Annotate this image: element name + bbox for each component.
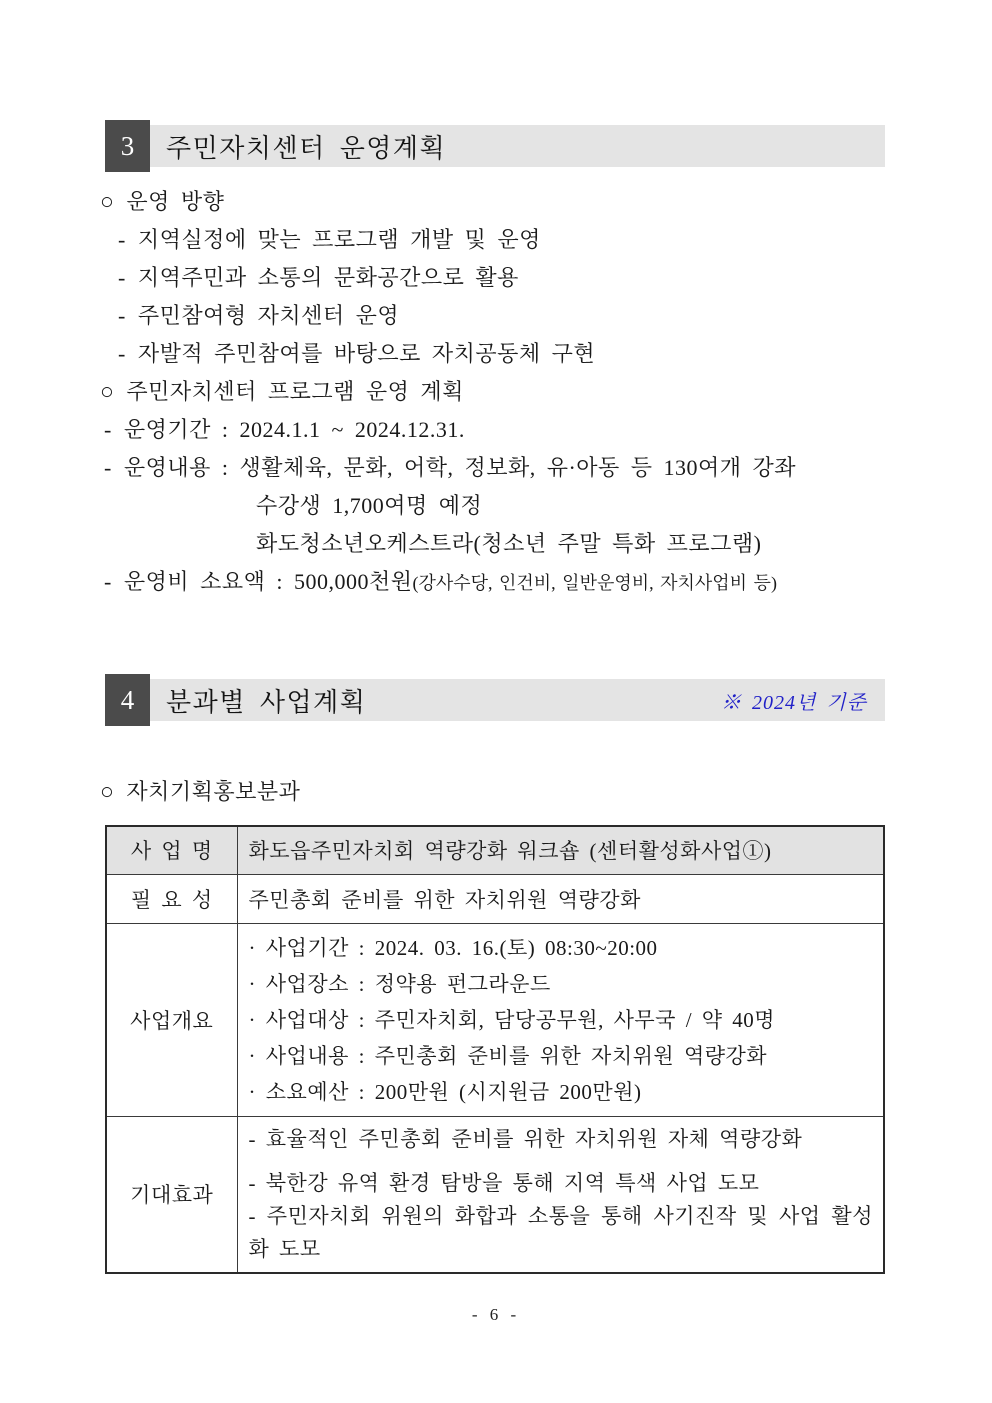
line-text: 자발적 주민참여를 바탕으로 자치공동체 구현 <box>137 341 596 366</box>
line-text: 운영 방향 <box>126 189 225 214</box>
text-line <box>100 335 890 373</box>
cell-list-item: · 사업내용 : 주민총회 준비를 위한 자치위원 역량강화 <box>248 1043 768 1068</box>
section-3-number: 3 <box>105 120 150 172</box>
page-number: - 6 - <box>471 1305 521 1324</box>
section-3-header <box>105 120 885 172</box>
dash-bullet: - <box>118 227 126 252</box>
cell-list-item: - 북한강 유역 환경 탐방을 통해 지역 특색 사업 도모 <box>248 1170 760 1195</box>
table-row <box>106 826 884 874</box>
text-line <box>100 525 890 563</box>
text-line <box>100 373 890 411</box>
text-line <box>100 487 890 525</box>
line-text: 지역주민과 소통의 문화공간으로 활용 <box>137 265 519 290</box>
line-text: 운영기간 : 2024.1.1 ~ 2024.12.31. <box>123 417 465 442</box>
circle-bullet: ○ <box>100 379 115 404</box>
row-content-cell <box>237 1116 884 1273</box>
section-4-bar <box>150 679 885 721</box>
section-4-number: 4 <box>105 674 150 726</box>
line-text: 지역실정에 맞는 프로그램 개발 및 운영 <box>137 227 541 252</box>
section-3-title: 주민자치센터 운영계획 <box>166 133 447 163</box>
table-row <box>106 923 884 1116</box>
text-line <box>100 183 890 221</box>
section-3-body <box>100 183 890 602</box>
dash-bullet: - <box>118 303 126 328</box>
business-plan-table <box>105 825 885 1274</box>
row-header-cell: 필 요 성 <box>106 874 237 923</box>
line-text: 운영비 소요액 : 500,000천원 <box>123 569 413 594</box>
cell-list-item: · 사업기간 : 2024. 03. 16.(토) 08:30~20:00 <box>248 935 658 960</box>
cell-list-item: - 효율적인 주민총회 준비를 위한 자치위원 자체 역량강화 <box>248 1126 803 1151</box>
text-line <box>100 259 890 297</box>
section-3-bar <box>150 125 885 167</box>
text-line <box>100 563 890 602</box>
line-text: 화도청소년오케스트라(청소년 주말 특화 프로그램) <box>256 531 762 556</box>
text-line <box>100 221 890 259</box>
section-4-header <box>105 674 885 726</box>
table-row <box>106 874 884 923</box>
row-content-cell: 화도읍주민자치회 역량강화 워크숍 (센터활성화사업①) <box>237 826 884 874</box>
line-text: 운영내용 : 생활체육, 문화, 어학, 정보화, 유·아동 등 130여개 강좌 <box>123 455 797 480</box>
text-line <box>100 449 890 487</box>
dash-bullet: - <box>118 341 126 366</box>
dash-bullet: - <box>104 455 112 480</box>
row-header-cell: 기대효과 <box>106 1116 237 1273</box>
line-text: 주민자치센터 프로그램 운영 계획 <box>126 379 464 404</box>
dash-bullet: - <box>104 417 112 442</box>
cell-list-item: - 주민자치회 위원의 화합과 소통을 통해 사기진작 및 사업 활성화 도모 <box>248 1203 873 1261</box>
row-content-cell: 주민총회 준비를 위한 자치위원 역량강화 <box>237 874 884 923</box>
row-header-cell: 사업개요 <box>106 923 237 1116</box>
line-text: 수강생 1,700여명 예정 <box>256 493 483 518</box>
table-row <box>106 1116 884 1273</box>
line-text: 주민참여형 자치센터 운영 <box>137 303 400 328</box>
section-4-title: 분과별 사업계획 <box>166 687 367 717</box>
line-text-small: (강사수당, 인건비, 일반운영비, 자치사업비 등) <box>412 573 777 593</box>
text-line <box>100 297 890 335</box>
circle-bullet: ○ <box>100 189 115 214</box>
row-header-cell: 사 업 명 <box>106 826 237 874</box>
subsection-title: 자치기획홍보분과 <box>126 779 301 804</box>
cell-list-item: · 소요예산 : 200만원 (시지원금 200만원) <box>248 1079 642 1104</box>
circle-bullet: ○ <box>100 779 115 804</box>
row-content-cell <box>237 923 884 1116</box>
cell-list-item: · 사업장소 : 정약용 펀그라운드 <box>248 971 551 996</box>
text-line <box>100 411 890 449</box>
dash-bullet: - <box>104 569 112 594</box>
section-4-note: ※ 2024년 기준 <box>721 691 867 714</box>
subsection-title-line <box>100 775 300 806</box>
cell-list-item: · 사업대상 : 주민자치회, 담당공무원, 사무국 / 약 40명 <box>248 1007 776 1032</box>
dash-bullet: - <box>118 265 126 290</box>
